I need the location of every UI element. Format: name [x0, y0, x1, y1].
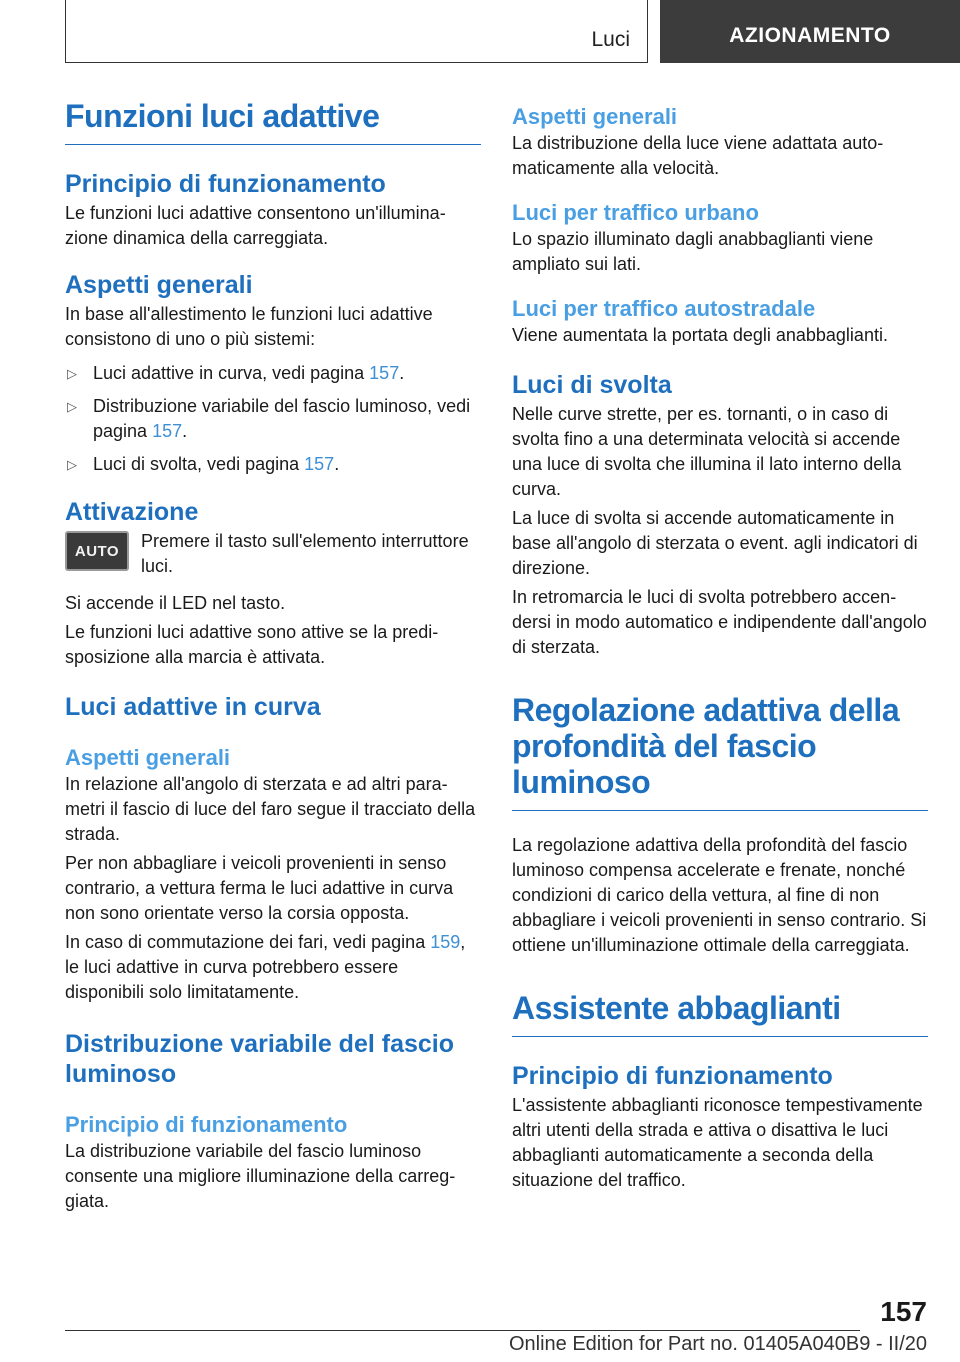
- page-link[interactable]: 157: [304, 454, 335, 474]
- text-principio: Le funzioni luci adattive consentono un'illuminazione dinamica della carreggiata.: [65, 203, 446, 248]
- page-header: [0, 0, 960, 66]
- subheading-distribuzione-principio: Principio di funzionamento: [65, 1112, 348, 1137]
- list-item: [65, 394, 481, 444]
- list-item-text: Luci adattive in curva, vedi pagina: [93, 363, 370, 383]
- list-item: [65, 452, 481, 477]
- right-column: [512, 103, 928, 1193]
- text-attivazione: Premere il tasto sull'elemento interruttore luci.: [141, 531, 469, 576]
- heading-luci-svolta: Luci di svolta: [512, 371, 672, 399]
- heading-aspetti-generali: Aspetti generali: [65, 271, 253, 299]
- text-curva-3a: In caso di commutazione dei fari, vedi pagina: [65, 932, 431, 952]
- list-item-text: Distribuzione variabile del fascio luminoso, vedi pagina: [93, 396, 471, 441]
- page-link[interactable]: 157: [152, 421, 183, 441]
- list-item-suffix: .: [182, 421, 188, 441]
- page-link[interactable]: 157: [369, 363, 400, 383]
- adaptive-systems-list: [65, 361, 481, 477]
- left-column: [65, 98, 481, 1214]
- section-title-assistente: Assistente abbaglianti: [512, 990, 928, 1037]
- text-svolta-1: Nelle curve strette, per es. tornanti, o in caso di svolta fino a una determinata velocità si accende una luce di svolta che illumina il lato interno della curva.: [512, 404, 902, 499]
- heading-luci-curva: Luci adattive in curva: [65, 693, 321, 721]
- footer-divider: [65, 1330, 860, 1331]
- header-chapter-tab: AZIONAMENTO: [660, 0, 960, 63]
- text-traffico-autostradale: Viene aumentata la portata degli anabbaglianti.: [512, 325, 888, 345]
- subheading-curva-aspetti: Aspetti generali: [65, 745, 231, 770]
- text-regolazione: La regolazione adattiva della profondità del fascio luminoso compensa accelerate e frenate, nonché condizioni di carico della vettura, al fine di non abbagliare i veicoli provenienti in senso contrario. Si ottiene un'illuminazione ottimale della carreggiata.: [512, 835, 927, 955]
- text-curva-3b: , le luci adattive in curva potrebbero essere disponibili solo limitatamente.: [65, 932, 466, 1002]
- heading-assistente-principio: Principio di funzionamento: [512, 1062, 833, 1090]
- text-predisposizione: Le funzioni luci adattive sono attive se la predisposizione alla marcia è attivata.: [65, 622, 439, 667]
- list-item: [65, 361, 481, 386]
- list-item-suffix: .: [334, 454, 340, 474]
- text-traffico-urbano: Lo spazio illuminato dagli anabbaglianti viene ampliato sui lati.: [512, 229, 874, 274]
- header-frame: [65, 0, 648, 63]
- heading-distribuzione: Distribuzione variabile del fascio luminoso: [65, 1030, 455, 1088]
- subheading-traffico-urbano: Luci per traffico urbano: [512, 200, 759, 225]
- text-svolta-3: In retromarcia le luci di svolta potrebbero accendersi in modo automatico e indipendente dall'angolo di sterzata.: [512, 587, 927, 657]
- text-curva-3: [65, 930, 481, 1005]
- triangle-bullet-icon: ▷: [67, 457, 77, 472]
- triangle-bullet-icon: ▷: [67, 399, 77, 414]
- list-item-text: Luci di svolta, vedi pagina: [93, 454, 305, 474]
- text-distribuzione: La distribuzione variabile del fascio luminoso consente una migliore illuminazione della carreggiata.: [65, 1141, 456, 1211]
- subheading-traffico-autostradale: Luci per traffico autostradale: [512, 296, 816, 321]
- section-title-regolazione: Regolazione adattiva della profondità del fascio luminoso: [512, 692, 928, 811]
- page-link[interactable]: 159: [430, 932, 461, 952]
- heading-principio: Principio di funzionamento: [65, 170, 386, 198]
- header-section-title: Luci: [591, 28, 630, 51]
- text-svolta-2: La luce di svolta si accende automaticamente in base all'angolo di sterzata o event. agli indicatori di direzione.: [512, 508, 918, 578]
- heading-attivazione: Attivazione: [65, 498, 199, 526]
- footer-edition: Online Edition for Part no. 01405A040B9 - II/20: [508, 1333, 927, 1355]
- auto-button-icon: AUTO: [65, 531, 129, 571]
- triangle-bullet-icon: ▷: [67, 366, 77, 381]
- activation-row: [65, 529, 481, 579]
- page-number: 157: [880, 1296, 927, 1327]
- text-curva-1: In relazione all'angolo di sterzata e ad altri parametri il fascio di luce del faro segue il tracciato della strada.: [65, 774, 476, 844]
- section-title-adaptive-lights: Funzioni luci adattive: [65, 98, 481, 145]
- text-aspetti-velocita: La distribuzione della luce viene adattata automaticamente alla velocità.: [512, 133, 884, 178]
- subheading-aspetti-velocita: Aspetti generali: [512, 104, 678, 129]
- text-curva-2: Per non abbagliare i veicoli provenienti in senso contrario, a vettura ferma le luci adattive in curva non sono orientate verso la corsia opposta.: [65, 853, 454, 923]
- text-assistente: L'assistente abbaglianti riconosce tempestivamente altri utenti della strada e attiva o disattiva le luci abbaglianti automaticamente a seconda della situazione del traffico.: [512, 1095, 923, 1190]
- list-item-suffix: .: [399, 363, 405, 383]
- text-aspetti-generali: In base all'allestimento le funzioni luci adattive consistono di uno o più sistemi:: [65, 304, 433, 349]
- text-led: Si accende il LED nel tasto.: [65, 593, 286, 613]
